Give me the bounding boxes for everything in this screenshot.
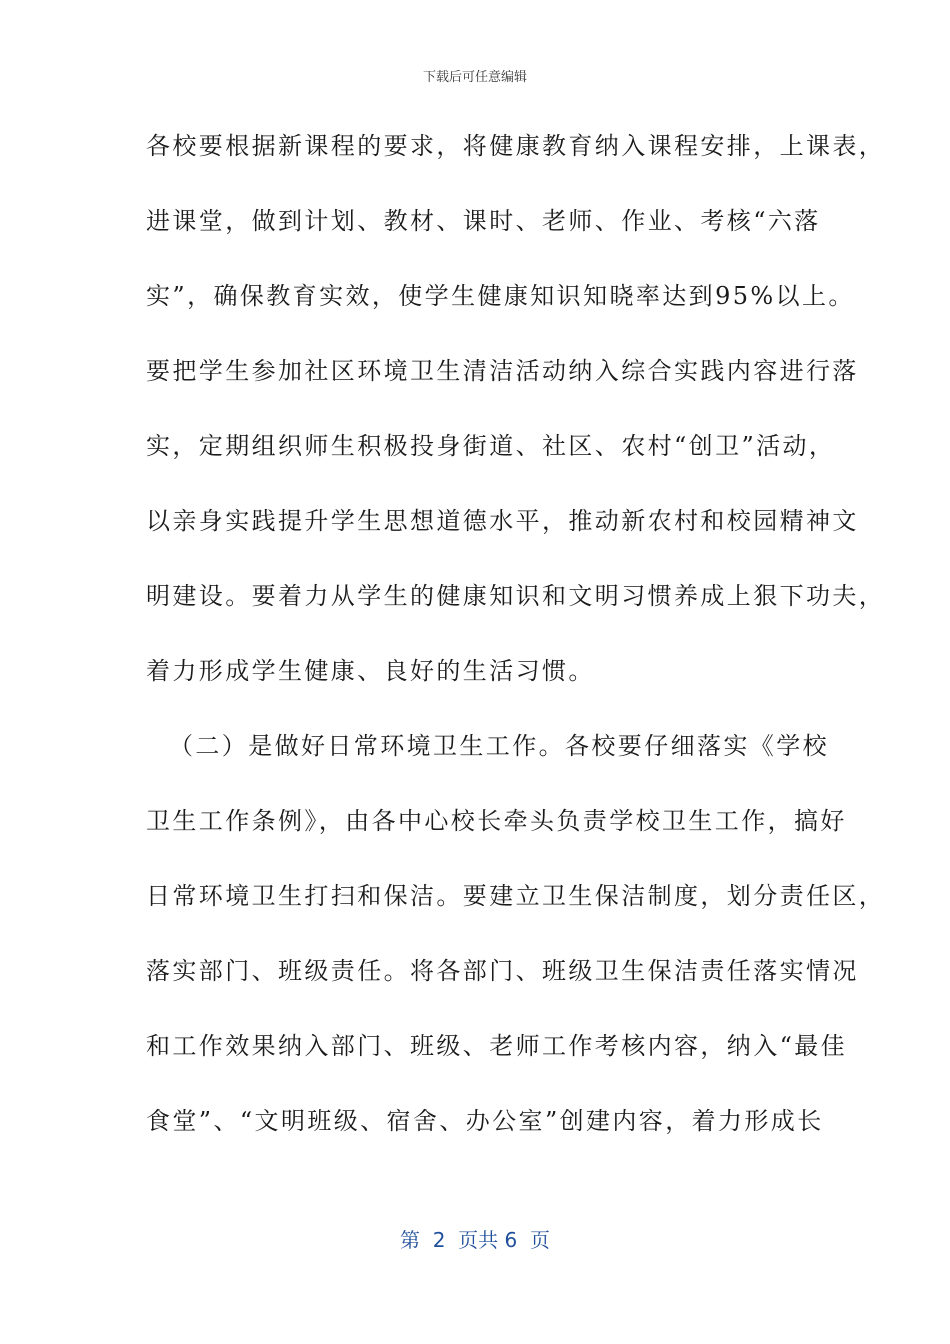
text-line: 着力形成学生健康、良好的生活习惯。 (146, 657, 595, 685)
text-line: 日常环境卫生打扫和保洁。要建立卫生保洁制度，划分责任区， (146, 882, 886, 910)
page-number: 第 2 页共 6 页 (400, 1228, 550, 1252)
text-line: 实”，确保教育实效，使学生健康知识知晓率达到95%以上。 (146, 282, 855, 310)
text-line: 实，定期组织师生积极投身街道、社区、农村“创卫”活动， (146, 432, 836, 460)
text-line: 要把学生参加社区环境卫生清洁活动纳入综合实践内容进行落 (146, 357, 859, 385)
text-line: 落实部门、班级责任。将各部门、班级卫生保洁责任落实情况 (146, 957, 859, 985)
text-line: 各校要根据新课程的要求，将健康教育纳入课程安排，上课表， (146, 132, 886, 160)
text-line: 进课堂，做到计划、教材、课时、老师、作业、考核“六落 (146, 207, 821, 235)
page-header-note: 下载后可任意编辑 (422, 70, 527, 85)
text-line: 明建设。要着力从学生的健康知识和文明习惯养成上狠下功夫， (146, 582, 886, 610)
paragraph-start-line: （二）是做好日常环境卫生工作。各校要仔细落实《学校 (169, 732, 829, 760)
document-body (146, 122, 886, 1172)
text-line: 卫生工作条例》，由各中心校长牵头负责学校卫生工作，搞好 (146, 807, 847, 835)
text-line: 食堂”、“文明班级、宿舍、办公室”创建内容，着力形成长 (146, 1107, 824, 1135)
text-line: 以亲身实践提升学生思想道德水平，推动新农村和校园精神文 (146, 507, 859, 535)
text-line: 和工作效果纳入部门、班级、老师工作考核内容，纳入“最佳 (146, 1032, 848, 1060)
